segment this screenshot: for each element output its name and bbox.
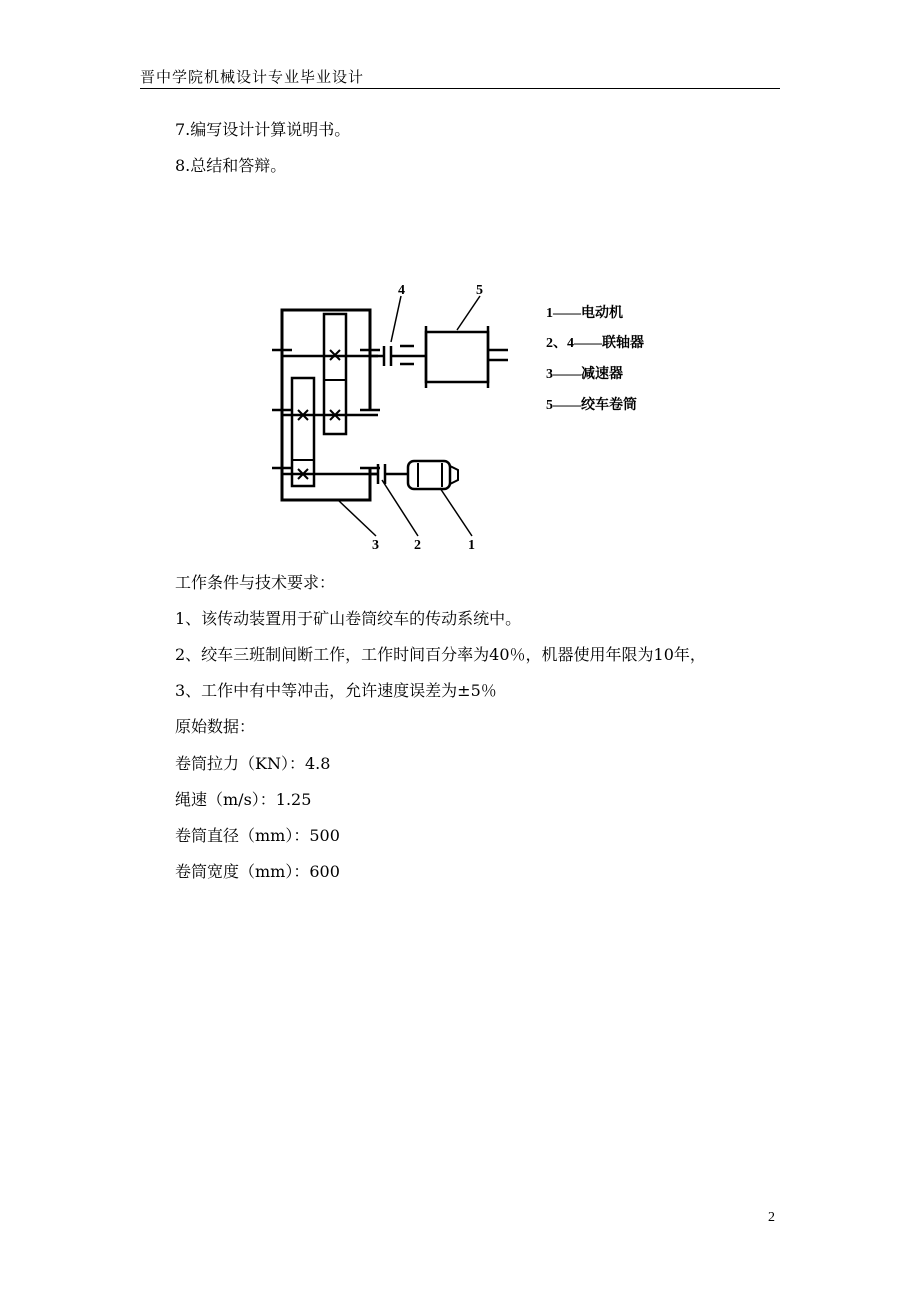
data-drum-width: 卷筒宽度（mm）：600 bbox=[175, 862, 340, 881]
coupling-4 bbox=[384, 346, 391, 366]
page-header: 晋中学院机械设计专业毕业设计 bbox=[140, 66, 780, 89]
callout-2: 2 bbox=[414, 538, 421, 553]
legend-item-2: 2、4——联轴器 bbox=[546, 336, 644, 351]
condition-3: 3、工作中有中等冲击，允许速度误差为±5％ bbox=[175, 681, 497, 700]
original-data-heading: 原始数据： bbox=[175, 717, 256, 736]
legend-item-3: 3——减速器 bbox=[546, 367, 623, 382]
step-8: 8.总结和答辩。 bbox=[175, 156, 287, 175]
callout-5: 5 bbox=[476, 283, 483, 298]
condition-2: 2、绞车三班制间断工作，工作时间百分率为40％，机器使用年限为10年， bbox=[175, 645, 706, 664]
data-drum-tension: 卷筒拉力（KN）：4.8 bbox=[175, 754, 331, 773]
step-7: 7.编写设计计算说明书。 bbox=[175, 120, 351, 139]
callout-1: 1 bbox=[468, 538, 475, 553]
conditions-heading: 工作条件与技术要求： bbox=[175, 573, 336, 592]
coupling-2 bbox=[378, 464, 385, 484]
callout-3: 3 bbox=[372, 538, 379, 553]
data-drum-diameter: 卷筒直径（mm）：500 bbox=[175, 826, 340, 845]
drum-5 bbox=[426, 332, 488, 382]
callout-4: 4 bbox=[398, 283, 405, 298]
condition-1: 1、该传动装置用于矿山卷筒绞车的传动系统中。 bbox=[175, 609, 522, 628]
legend-item-1: 1——电动机 bbox=[546, 306, 623, 321]
legend-item-4: 5——绞车卷筒 bbox=[546, 398, 637, 413]
page-number: 2 bbox=[768, 1210, 775, 1225]
housing-upper bbox=[282, 310, 370, 350]
motor-1 bbox=[408, 461, 450, 489]
gear-large-lower bbox=[292, 378, 314, 486]
transmission-diagram bbox=[260, 280, 700, 555]
data-rope-speed: 绳速（m/s）：1.25 bbox=[175, 790, 312, 809]
transmission-schematic bbox=[260, 280, 700, 555]
